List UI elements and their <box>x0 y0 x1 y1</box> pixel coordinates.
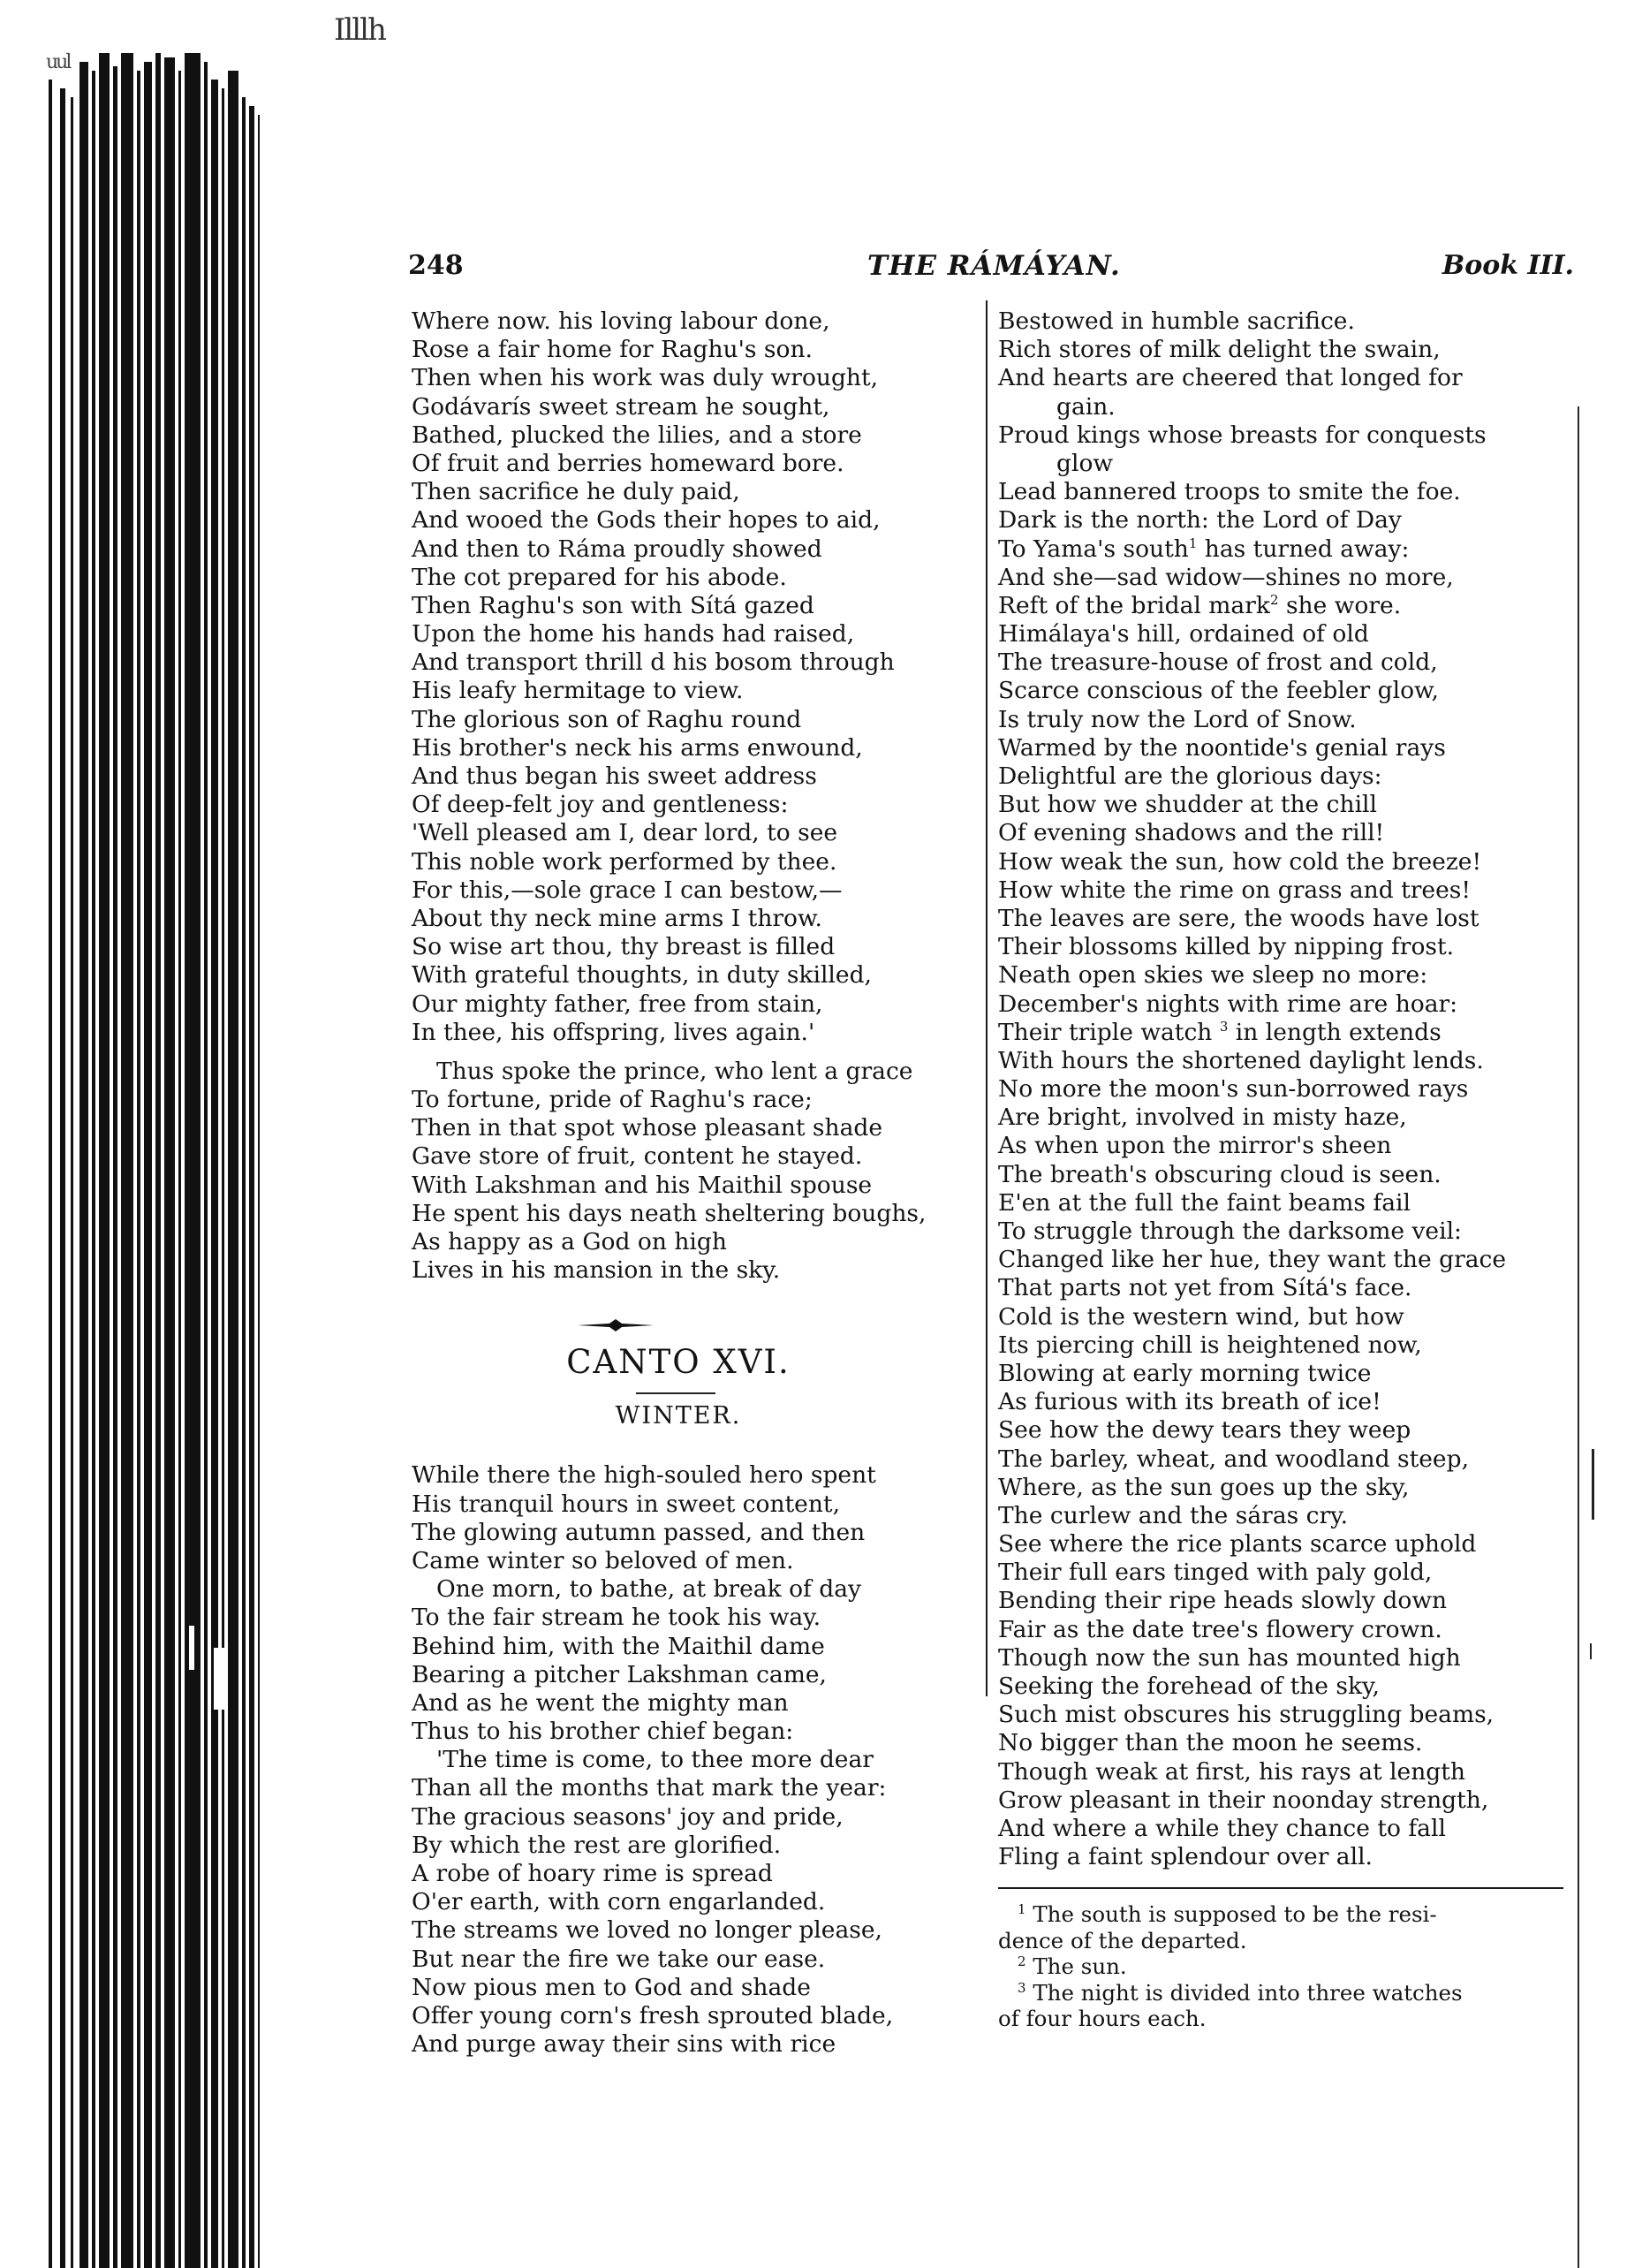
left-column <box>412 307 977 2059</box>
verse-line: The glowing autumn passed, and then <box>412 1518 866 1546</box>
verse-text: Their triple watch <box>998 1018 1213 1046</box>
scan-mark-left: uul <box>46 51 70 73</box>
verse-line: The treasure-house of frost and cold, <box>998 649 1438 677</box>
verse-line: Godávarís sweet stream he sought, <box>412 392 830 421</box>
verse-line: One morn, to bathe, at break of day <box>436 1575 861 1604</box>
verse-line: As when upon the mirror's sheen <box>998 1132 1392 1160</box>
canto-title: CANTO XVI. <box>566 1343 791 1382</box>
verse-line: Neath open skies we sleep no more: <box>998 961 1428 990</box>
verse-line: Himálaya's hill, ordained of old <box>998 620 1369 649</box>
verse-line: He spent his days neath sheltering boughs, <box>412 1199 927 1227</box>
verse-line: And purge away their sins with rice <box>412 2030 836 2059</box>
verse-line: Behind him, with the Maithil dame <box>412 1632 825 1660</box>
column-divider <box>986 300 988 1696</box>
verse-line: This noble work performed by thee. <box>412 847 837 876</box>
page-header <box>408 250 1574 285</box>
verse-line: And where a while they chance to fall <box>998 1814 1446 1842</box>
section-ornament <box>576 1316 655 1334</box>
verse-line: glow <box>1056 449 1114 477</box>
verse-line: His leafy hermitage to view. <box>412 677 744 705</box>
scan-binding-edge <box>0 0 291 2268</box>
verse-line: And then to Ráma proudly showed <box>412 535 822 563</box>
verse-line: Warmed by the noontide's genial rays <box>998 733 1446 762</box>
footnote-text: The south is supposed to be the resi- <box>1033 1901 1437 1928</box>
running-title: THE RÁMÁYAN. <box>867 250 1121 282</box>
footnote-cont: dence of the departed. <box>998 1927 1247 1953</box>
verse-line: But near the fire we take our ease. <box>412 1945 826 1973</box>
right-column <box>998 307 1572 2032</box>
verse-line: Fair as the date tree's flowery crown. <box>998 1615 1442 1643</box>
margin-speck <box>1590 1643 1592 1659</box>
verse-line: Their full ears tinged with paly gold, <box>998 1559 1433 1587</box>
verse-line: As happy as a God on high <box>412 1228 727 1255</box>
verse-line: With hours the shortened daylight lends. <box>998 1046 1484 1074</box>
verse-line: Than all the months that mark the year: <box>412 1774 887 1802</box>
verse-line: Delightful are the glorious days: <box>998 762 1382 790</box>
verse-line: The breath's obscuring cloud is seen. <box>998 1160 1442 1188</box>
verse-line: No more the moon's sun-borrowed rays <box>998 1075 1469 1104</box>
verse-line: 'The time is come, to thee more dear <box>436 1746 874 1774</box>
verse-line: The cot prepared for his abode. <box>412 563 787 591</box>
verse-line: Thus spoke the prince, who lent a grace <box>436 1057 913 1085</box>
verse-line: Then sacrifice he duly paid, <box>412 478 740 506</box>
verse-line: And she—sad widow—shines no more, <box>998 563 1454 591</box>
verse-line: And hearts are cheered that longed for <box>998 364 1463 392</box>
verse-line: Gave store of fruit, content he stayed. <box>412 1142 863 1171</box>
footnote <box>998 1980 1572 2006</box>
verse-line: Where, as the sun goes up the sky, <box>998 1473 1410 1501</box>
footnote <box>998 1901 1572 1928</box>
verse-line: Dark is the north: the Lord of Day <box>998 506 1402 535</box>
verse-line: Their blossoms killed by nipping frost. <box>998 933 1455 961</box>
verse-line: Grow pleasant in their noonday strength, <box>998 1786 1489 1814</box>
verse-line: Rich stores of milk delight the swain, <box>998 336 1441 364</box>
verse-line: While there the high-souled hero spent <box>412 1461 876 1490</box>
verse-line: Scarce conscious of the feebler glow, <box>998 677 1439 705</box>
verse-line: The gracious seasons' joy and pride, <box>412 1802 844 1831</box>
footnote-ref: 3 <box>1219 1018 1229 1035</box>
verse-line: And wooed the Gods their hopes to aid, <box>412 506 881 535</box>
verse-line: As furious with its breath of ice! <box>998 1388 1381 1416</box>
footnote-text: The sun. <box>1033 1953 1127 1980</box>
verse-line: Are bright, involved in misty haze, <box>998 1104 1407 1132</box>
verse-line: The leaves are sere, the woods have lost <box>998 904 1479 932</box>
verse-line: Its piercing chill is heightened now, <box>998 1331 1422 1359</box>
verse-line: gain. <box>1056 392 1116 421</box>
verse-line <box>998 1019 1572 1047</box>
verse-line: Bathed, plucked the lilies, and a store <box>412 421 862 449</box>
verse-line: See how the dewy tears they weep <box>998 1416 1411 1445</box>
verse-line: The barley, wheat, and woodland steep, <box>998 1445 1470 1473</box>
footnote-text: The night is divided into three watches <box>1033 1979 1463 2006</box>
verse-line: About thy neck mine arms I throw. <box>412 904 822 932</box>
verse-line: To fortune, pride of Raghu's race; <box>412 1086 813 1114</box>
verse-line: Bestowed in humble sacrifice. <box>998 307 1355 335</box>
verse-line: By which the rest are glorified. <box>412 1831 782 1859</box>
verse-line: How weak the sun, how cold the breeze! <box>998 847 1482 876</box>
verse-line: So wise art thou, thy breast is filled <box>412 933 836 961</box>
verse-line: And as he went the mighty man <box>412 1688 789 1717</box>
verse-line: Then when his work was duly wrought, <box>412 364 879 392</box>
verse-line: E'en at the full the faint beams fail <box>998 1188 1411 1217</box>
footnotes <box>998 1901 1572 2032</box>
verse-line: Of evening shadows and the rill! <box>998 819 1385 847</box>
verse-line: Seeking the forehead of the sky, <box>998 1673 1380 1700</box>
verse-line: Where now. his loving labour done, <box>412 307 830 335</box>
verse-line: Our mighty father, free from stain, <box>412 990 823 1018</box>
verse-line: With grateful thoughts, in duty skilled, <box>412 961 872 990</box>
verse-line: And thus began his sweet address <box>412 762 817 790</box>
verse-line: Changed like her hue, they want the grace <box>998 1246 1507 1274</box>
verse-line: 'Well pleased am I, dear lord, to see <box>412 819 838 847</box>
footnote-mark: 2 <box>1018 1953 1026 1970</box>
verse-line: Cold is the western wind, but how <box>998 1302 1404 1331</box>
verse-line: Then Raghu's son with Sítá gazed <box>412 591 814 619</box>
verse-line: That parts not yet from Sítá's face. <box>998 1274 1412 1302</box>
verse-line: Offer young corn's fresh sprouted blade, <box>412 2001 894 2029</box>
verse-line: Bending their ripe heads slowly down <box>998 1587 1448 1615</box>
canto-subtitle: WINTER. <box>615 1402 742 1430</box>
verse-line: Rose a fair home for Raghu's son. <box>412 336 813 364</box>
footnote-mark: 1 <box>1018 1901 1026 1918</box>
verse-line: O'er earth, with corn engarlanded. <box>412 1888 826 1916</box>
verse-line: Lead bannered troops to smite the foe. <box>998 478 1461 506</box>
verse-text: she wore. <box>1285 591 1402 619</box>
verse-line: In thee, his offspring, lives again.' <box>412 1018 815 1046</box>
verse-line: And transport thrill d his bosom through <box>412 649 895 677</box>
verse-line: Upon the home his hands had raised, <box>412 620 855 649</box>
canto-divider <box>636 1392 715 1394</box>
verse-line: With Lakshman and his Maithil spouse <box>412 1171 873 1199</box>
book-reference: Book III. <box>1442 250 1574 281</box>
verse-text: has turned away: <box>1204 535 1410 563</box>
verse-line: His tranquil hours in sweet content, <box>412 1490 840 1518</box>
verse-line: Now pious men to God and shade <box>412 1973 811 2001</box>
verse-line: Blowing at early morning twice <box>998 1359 1372 1387</box>
verse-line: Bearing a pitcher Lakshman came, <box>412 1660 827 1688</box>
verse-line: Such mist obscures his struggling beams, <box>998 1701 1495 1729</box>
right-margin-rule <box>1578 406 1579 2268</box>
verse-line: To the fair stream he took his way. <box>412 1604 821 1632</box>
verse-line: See where the rice plants scarce uphold <box>998 1530 1477 1559</box>
footnote-mark: 3 <box>1018 1979 1026 1996</box>
verse-line: Of deep-felt joy and gentleness: <box>412 791 789 819</box>
verse-line: Then in that spot whose pleasant shade <box>412 1114 883 1142</box>
verse-line: Though weak at first, his rays at length <box>998 1757 1465 1786</box>
footnote-rule <box>998 1887 1563 1889</box>
verse-line: But how we shudder at the chill <box>998 791 1377 819</box>
verse-line: Of fruit and berries homeward bore. <box>412 449 844 477</box>
verse-line: The streams we loved no longer please, <box>412 1916 882 1945</box>
margin-speck <box>1592 1449 1594 1520</box>
footnote-cont: of four hours each. <box>998 2006 1207 2032</box>
footnote-ref: 2 <box>1269 592 1279 609</box>
footnote <box>998 1953 1572 1980</box>
verse-line: Though now the sun has mounted high <box>998 1643 1461 1672</box>
verse-text: Reft of the bridal mark <box>998 591 1270 619</box>
verse-line: How white the rime on grass and trees! <box>998 876 1472 904</box>
verse-line: To struggle through the darksome veil: <box>998 1217 1462 1245</box>
scan-mark-top: Illlh <box>334 12 385 48</box>
verse-line: The glorious son of Raghu round <box>412 705 802 733</box>
verse-line: For this,—sole grace I can bestow,— <box>412 876 843 904</box>
footnote-ref: 1 <box>1188 535 1198 551</box>
verse-text: in length extends <box>1235 1018 1442 1046</box>
verse-line: The curlew and the sáras cry. <box>998 1501 1349 1529</box>
verse-line <box>998 592 1572 620</box>
page-number: 248 <box>408 250 464 281</box>
verse-line: December's nights with rime are hoar: <box>998 990 1458 1018</box>
verse-line: No bigger than the moon he seems. <box>998 1729 1423 1757</box>
verse-line: Thus to his brother chief began: <box>412 1718 794 1746</box>
verse-line <box>998 535 1572 564</box>
verse-line: His brother's neck his arms enwound, <box>412 733 863 762</box>
verse-line: Lives in his mansion in the sky. <box>412 1256 781 1285</box>
verse-line: Fling a faint splendour over all. <box>998 1843 1373 1871</box>
verse-text: To Yama's south <box>998 535 1189 563</box>
verse-line: Came winter so beloved of men. <box>412 1546 794 1574</box>
verse-line: Proud kings whose breasts for conquests <box>998 421 1487 449</box>
verse-line: Is truly now the Lord of Snow. <box>998 705 1357 733</box>
verse-line: A robe of hoary rime is spread <box>412 1860 773 1887</box>
